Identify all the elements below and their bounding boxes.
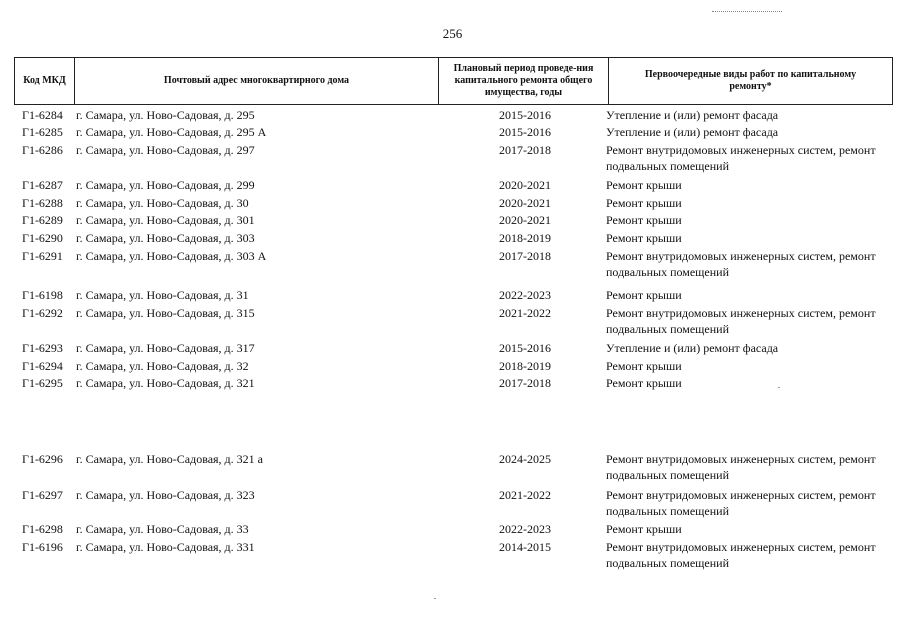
cell-period: 2015-2016 [499, 108, 551, 122]
cell-code: Г1-6198 [22, 288, 63, 302]
cell-period: 2022-2023 [499, 522, 551, 536]
cell-period: 2020-2021 [499, 178, 551, 192]
cell-works: Ремонт внутридомовых инженерных систем, ремонт подвальных помещений [606, 143, 876, 173]
cell-address: г. Самара, ул. Ново-Садовая, д. 33 [76, 522, 249, 536]
cell-period: 2017-2018 [499, 376, 551, 390]
cell-period: 2017-2018 [499, 143, 551, 157]
header-period: Плановый период проведе-ния капитального ремонта общего имущества, годы [438, 58, 608, 104]
cell-period: 2018-2019 [499, 231, 551, 245]
cell-address: г. Самара, ул. Ново-Садовая, д. 31 [76, 288, 249, 302]
cell-code: Г1-6297 [22, 488, 63, 502]
cell-code: Г1-6286 [22, 143, 63, 157]
cell-address: г. Самара, ул. Ново-Садовая, д. 323 [76, 488, 255, 502]
scan-speck [778, 387, 780, 388]
cell-works: Ремонт внутридомовых инженерных систем, ремонт подвальных помещений [606, 249, 876, 279]
cell-works: Ремонт крыши [606, 178, 682, 192]
header-code: Код МКД [14, 58, 74, 104]
cell-code: Г1-6294 [22, 359, 63, 373]
cell-works: Ремонт крыши [606, 231, 682, 245]
cell-period: 2020-2021 [499, 196, 551, 210]
cell-address: г. Самара, ул. Ново-Садовая, д. 331 [76, 540, 255, 554]
cell-address: г. Самара, ул. Ново-Садовая, д. 301 [76, 213, 255, 227]
header-works: Первоочередные виды работ по капитальному ремонту* [608, 58, 893, 104]
cell-address: г. Самара, ул. Ново-Садовая, д. 297 [76, 143, 255, 157]
cell-period: 2020-2021 [499, 213, 551, 227]
cell-works: Ремонт крыши [606, 359, 682, 373]
cell-period: 2018-2019 [499, 359, 551, 373]
cell-code: Г1-6295 [22, 376, 63, 390]
cell-period: 2015-2016 [499, 125, 551, 139]
cell-period: 2014-2015 [499, 540, 551, 554]
page-number: 256 [442, 26, 463, 41]
cell-works: Ремонт крыши [606, 522, 682, 536]
cell-period: 2024-2025 [499, 452, 551, 466]
cell-period: 2017-2018 [499, 249, 551, 263]
cell-address: г. Самара, ул. Ново-Садовая, д. 315 [76, 306, 255, 320]
cell-code: Г1-6287 [22, 178, 63, 192]
cell-address: г. Самара, ул. Ново-Садовая, д. 321 а [76, 452, 263, 466]
cell-works: Ремонт крыши [606, 288, 682, 302]
cell-address: г. Самара, ул. Ново-Садовая, д. 317 [76, 341, 255, 355]
cell-address: г. Самара, ул. Ново-Садовая, д. 295 [76, 108, 255, 122]
cell-period: 2021-2022 [499, 306, 551, 320]
cell-address: г. Самара, ул. Ново-Садовая, д. 303 А [76, 249, 267, 263]
cell-works: Ремонт внутридомовых инженерных систем, ремонт подвальных помещений [606, 540, 876, 570]
cell-code: Г1-6285 [22, 125, 63, 139]
cell-works: Утепление и (или) ремонт фасада [606, 125, 779, 139]
cell-code: Г1-6284 [22, 108, 63, 122]
cell-code: Г1-6196 [22, 540, 63, 554]
cell-works: Ремонт внутридомовых инженерных систем, ремонт подвальных помещений [606, 452, 876, 482]
cell-works: Ремонт внутридомовых инженерных систем, ремонт подвальных помещений [606, 306, 876, 336]
cell-works: Ремонт внутридомовых инженерных систем, ремонт подвальных помещений [606, 488, 876, 518]
cell-works: Ремонт крыши [606, 376, 682, 390]
header-address: Почтовый адрес многоквартирного дома [74, 58, 438, 104]
cell-works: Утепление и (или) ремонт фасада [606, 341, 779, 355]
cell-code: Г1-6291 [22, 249, 63, 263]
cell-works: Ремонт крыши [606, 213, 682, 227]
cell-address: г. Самара, ул. Ново-Садовая, д. 32 [76, 359, 249, 373]
cell-address: г. Самара, ул. Ново-Садовая, д. 295 А [76, 125, 267, 139]
cell-address: г. Самара, ул. Ново-Садовая, д. 299 [76, 178, 255, 192]
cell-code: Г1-6288 [22, 196, 63, 210]
cell-works: Утепление и (или) ремонт фасада [606, 108, 779, 122]
table-header [14, 57, 893, 105]
cell-address: г. Самара, ул. Ново-Садовая, д. 303 [76, 231, 255, 245]
cell-address: г. Самара, ул. Ново-Садовая, д. 321 [76, 376, 255, 390]
cell-period: 2021-2022 [499, 488, 551, 502]
cell-code: Г1-6290 [22, 231, 63, 245]
cell-period: 2022-2023 [499, 288, 551, 302]
cell-code: Г1-6296 [22, 452, 63, 466]
cell-code: Г1-6289 [22, 213, 63, 227]
cell-address: г. Самара, ул. Ново-Садовая, д. 30 [76, 196, 249, 210]
cell-works: Ремонт крыши [606, 196, 682, 210]
cell-code: Г1-6292 [22, 306, 63, 320]
cell-period: 2015-2016 [499, 341, 551, 355]
scan-artifact-line [712, 11, 782, 12]
scan-speck [434, 598, 436, 599]
cell-code: Г1-6298 [22, 522, 63, 536]
cell-code: Г1-6293 [22, 341, 63, 355]
